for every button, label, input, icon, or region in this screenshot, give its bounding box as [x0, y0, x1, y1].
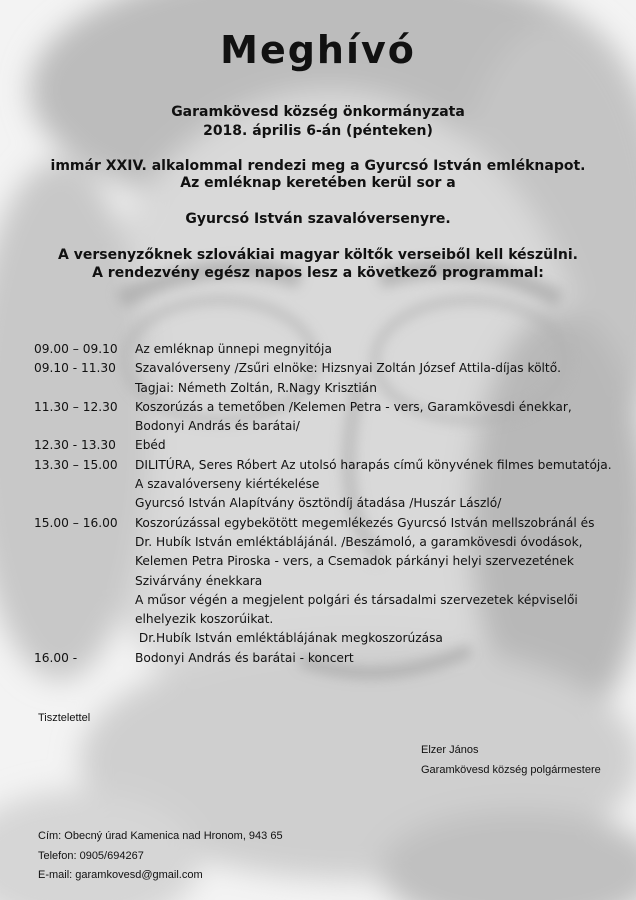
program-text: DILITÚRA, Seres Róbert Az utolsó harapás című könyvének filmes bemutatója. — [135, 457, 612, 472]
program-row — [34, 398, 624, 437]
program-row — [34, 456, 624, 514]
program-text: Dr.Hubík István emléktáblájának megkoszorúzása — [135, 631, 443, 646]
program-text: Koszorúzással egybekötött megemlékezés Gyurcsó István mellszobránál és — [135, 515, 595, 530]
intro-line-4: A versenyzőknek szlovákiai magyar költők verseiből kell készülni. — [58, 247, 578, 263]
intro-line-3: Gyurcsó István szavalóversenyre. — [185, 211, 451, 227]
program-time: 12.30 - 13.30 — [34, 438, 116, 453]
program-time: 09.00 – 09.10 — [34, 342, 118, 356]
greeting: Tisztelettel — [38, 712, 91, 724]
program-text: A műsor végén a megjelent polgári és társadalmi szervezetek képviselői — [135, 592, 578, 607]
signature-name: Elzer János — [421, 744, 479, 756]
program-row — [34, 436, 624, 455]
program-text: Koszorúzás a temetőben /Kelemen Petra - vers, Garamkövesdi énekkar, — [135, 399, 572, 414]
program-time: 16.00 - — [34, 650, 78, 665]
program-row — [34, 514, 624, 649]
intro-line-1: immár XXIV. alkalommal rendezi meg a Gyurcsó István emléknapot. — [50, 158, 586, 174]
program-row — [34, 340, 624, 359]
intro-line-2: Az emléknap keretében kerül sor a — [180, 175, 456, 191]
program-row — [34, 649, 624, 668]
program-text: Szavalóverseny /Zsűri elnöke: Hizsnyai Zoltán József Attila-díjas költő. — [135, 361, 562, 376]
signature-role: Garamkövesd község polgármestere — [421, 764, 601, 776]
contact-address: Cím: Obecný úrad Kamenica nad Hronom, 943 65 — [38, 830, 283, 842]
program-text: Tagjai: Németh Zoltán, R.Nagy Krisztián — [135, 380, 377, 395]
program-time: 09.10 - 11.30 — [34, 361, 116, 376]
program-text: Ebéd — [135, 438, 166, 453]
program-text: Dr. Hubík István emléktáblájánál. /Beszámoló, a garamkövesdi óvodások, — [135, 534, 583, 549]
program-row — [34, 359, 624, 398]
program-text: elhelyezik koszorúikat. — [135, 612, 274, 627]
program-text: Szivárvány énekkara — [135, 573, 263, 588]
program-text: Az emléknap ünnepi megnyitója — [135, 342, 332, 356]
program-text: Bodonyi András és barátai/ — [135, 419, 300, 434]
page-title: Meghívó — [220, 28, 416, 72]
program-schedule — [34, 340, 624, 668]
program-time: 15.00 – 16.00 — [34, 515, 118, 530]
program-text: Gyurcsó István Alapítvány ösztöndíj átadása /Huszár László/ — [135, 496, 502, 511]
program-text: Kelemen Petra Piroska - vers, a Csemadok párkányi helyi szervezetének — [135, 554, 574, 569]
program-time: 11.30 – 12.30 — [34, 399, 118, 414]
contact-email: E-mail: garamkovesd@gmail.com — [38, 869, 203, 881]
program-time: 13.30 – 15.00 — [34, 457, 118, 472]
contact-phone: Telefon: 0905/694267 — [38, 850, 144, 862]
intro-line-5: A rendezvény egész napos lesz a következő programmal: — [92, 265, 544, 281]
program-text: Bodonyi András és barátai - koncert — [135, 650, 354, 665]
organizer-line: Garamkövesd község önkormányzata — [171, 104, 465, 120]
event-date: 2018. április 6-án (pénteken) — [203, 123, 433, 139]
program-text: A szavalóverseny kiértékelése — [135, 477, 320, 492]
